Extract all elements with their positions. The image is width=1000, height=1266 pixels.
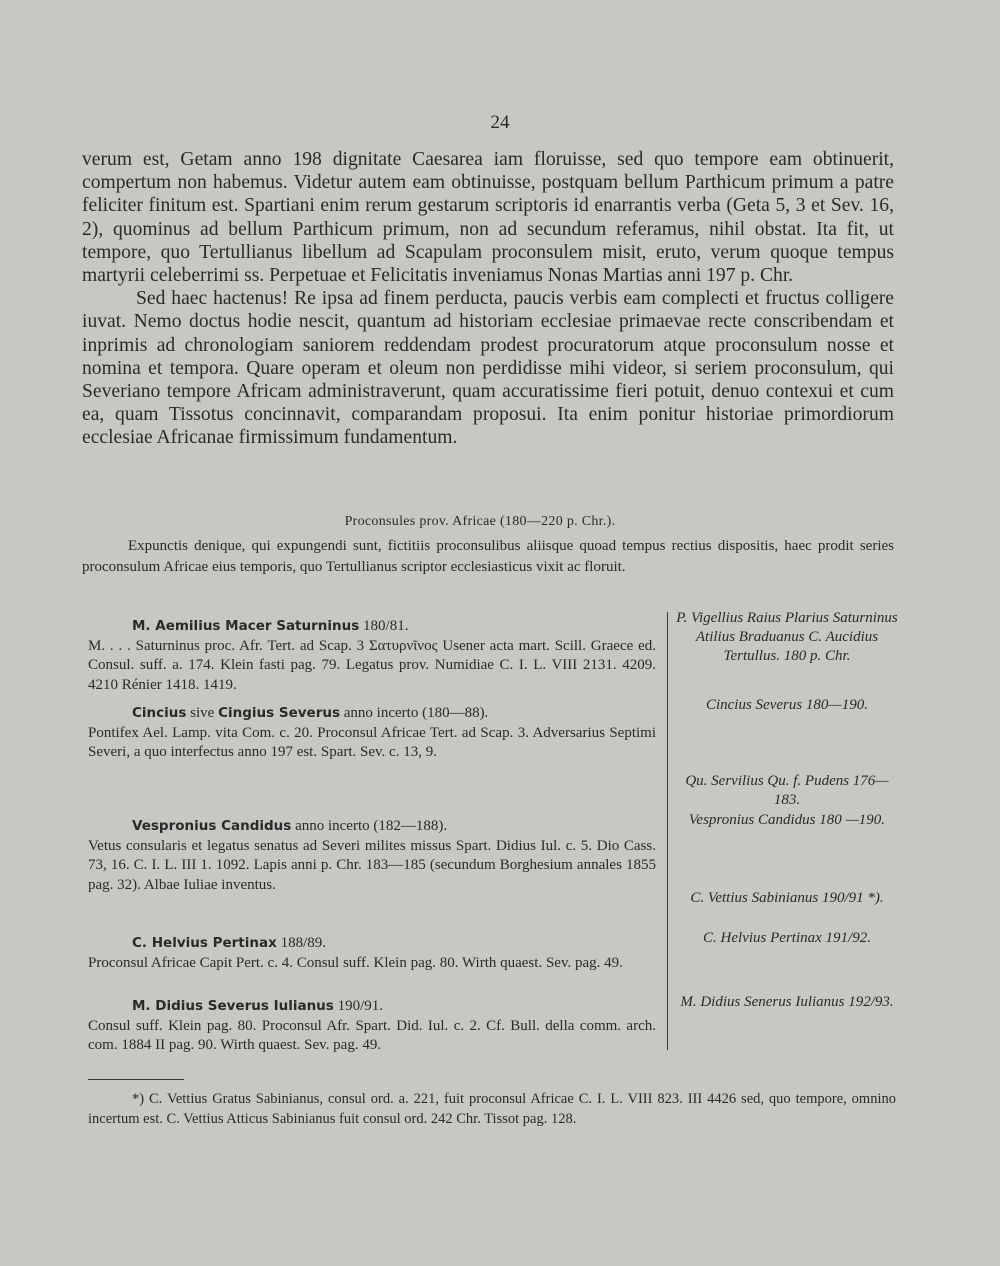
side-note: C. Helvius Pertinax 191/92. xyxy=(703,930,871,946)
side-note: P. Vigellius Raius Plarius Saturninus Atilius Braduanus C. Aucidius Tertullus. 180 p. Chr. xyxy=(676,610,898,664)
entry-vespronius xyxy=(88,817,656,895)
paragraph-2: Sed haec hactenus! Re ipsa ad finem perducta, paucis verbis eam complecti et fructus colligere iuvat. Nemo doctus hodie nescit, quantum ad historiam ecclesiae primaevae recte conscribendam et inprimis ad chronologiam saniorem reddendam prodest procuratorum atque proconsulum nosse et nomina et tempora. Quare operam et oleum non perdidisse mihi videor, si seriem proconsulum, qui Severiano tempore Africam administraverunt, quam accuratissime fieri potuit, denuo contexui et cum ea, quam Tissotus concinnavit, comparandam proposui. Ita enim ponitur historiae primordiorum ecclesiae Africanae firmissimum fundamentum. xyxy=(82,288,894,449)
footnote: *) C. Vettius Gratus Sabinianus, consul ord. a. 221, fuit proconsul Africae C. I. L. VIII 823. III 4426 sed, quo tempore, omnino incertum est. C. Vettius Atticus Sabinianus fuit consul ord. 242 Chr. Tissot pag. 128. xyxy=(88,1091,896,1127)
entry-name: M. Aemilius Macer Saturninus 180/81. xyxy=(132,618,409,634)
entry-name: C. Helvius Pertinax 188/89. xyxy=(132,935,326,951)
entry-name: Vespronius Candidus anno incerto (182—188). xyxy=(132,818,448,834)
entry-text: Pontifex Ael. Lamp. vita Com. c. 20. Proconsul Africae Tert. ad Scap. 3. Adversarius Septimi Severi, a quo interfectus anno 197 est. Spart. Sev. c. 13, 9. xyxy=(88,724,656,761)
entry-cincius xyxy=(88,704,656,763)
side-note: Qu. Servilius Qu. f. Pudens 176—183. xyxy=(685,773,889,808)
paragraph-1: verum est, Getam anno 198 dignitate Caesarea iam floruisse, sed quo tempore eam obtinuerit, compertum non habemus. Videtur autem eam obtinuisse, postquam bellum Parthicum primum a patre feliciter finitum est. Spartiani enim rerum gestarum scriptoris id enarrantis verba (Geta 5, 3 et Sev. 16, 2), quominus ad bellum Parthicum primum, non ad secundum referamus, nihil obstat. Ita fit, ut tempore, quo Tertullianus libellum ad Scapulam proconsulem misit, eruto, verum quoque tempus martyrii celeberrimi ss. Perpetuae et Felicitatis inveniamus Nonas Martias anni 197 p. Chr. xyxy=(82,149,894,287)
main-text xyxy=(82,148,894,450)
entry-pertinax xyxy=(88,934,656,973)
entry-text: Consul suff. Klein pag. 80. Proconsul Afr. Spart. Did. Iul. c. 2. Cf. Bull. della comm. arch. com. 1884 II pag. 90. Wirth quaest. Sev. pag. 49. xyxy=(88,1017,656,1054)
page-number: 24 xyxy=(490,112,510,133)
entry-didius xyxy=(88,997,656,1056)
intro-paragraph: Expunctis denique, qui expungendi sunt, fictitiis proconsulibus aliisque quoad tempus rectius dispositis, haec prodit series proconsulum Africae eius temporis, quo Tertullianus scriptor ecclesiasticus vixit ac floruit. xyxy=(82,538,894,575)
entry-name: M. Didius Severus Iulianus 190/91. xyxy=(132,998,383,1014)
entry-name: Cincius sive Cingius Severus anno incerto (180—88). xyxy=(132,705,489,721)
side-note: Cincius Severus 180—190. xyxy=(705,697,869,713)
footnote-rule xyxy=(88,1079,184,1080)
side-note: C. Vettius Sabinianus 190/91 *). xyxy=(690,890,884,906)
entry-text: Proconsul Africae Capit Pert. c. 4. Consul suff. Klein pag. 80. Wirth quaest. Sev. pag. 49. xyxy=(88,954,623,971)
column-divider xyxy=(667,612,668,1050)
entry-text: M. . . . Saturninus proc. Afr. Tert. ad Scap. 3 Σατυρνῖνος Usener acta mart. Scill. Graece ed. Consul. suff. a. 174. Klein fasti pag. 79. Legatus prov. Numidiae C. I. L. VIII 2131. 4209. 4210 Rénier 1418. 1419. xyxy=(88,637,656,693)
side-note: M. Didius Senerus Iulianus 192/93. xyxy=(680,994,894,1010)
side-note: Vespronius Candidus 180 —190. xyxy=(688,812,886,828)
section-heading: Proconsules prov. Africae (180—220 p. Chr.). xyxy=(344,514,616,529)
entry-macer xyxy=(88,617,656,695)
entry-text: Vetus consularis et legatus senatus ad Severi milites missus Spart. Didius Iul. c. 5. Dio Cass. 73, 16. C. I. L. III 1. 1092. Lapis anni p. Chr. 183—185 (secundum Borghesium annales 1855 pag. 32). Albae Iuliae inventus. xyxy=(88,837,656,893)
